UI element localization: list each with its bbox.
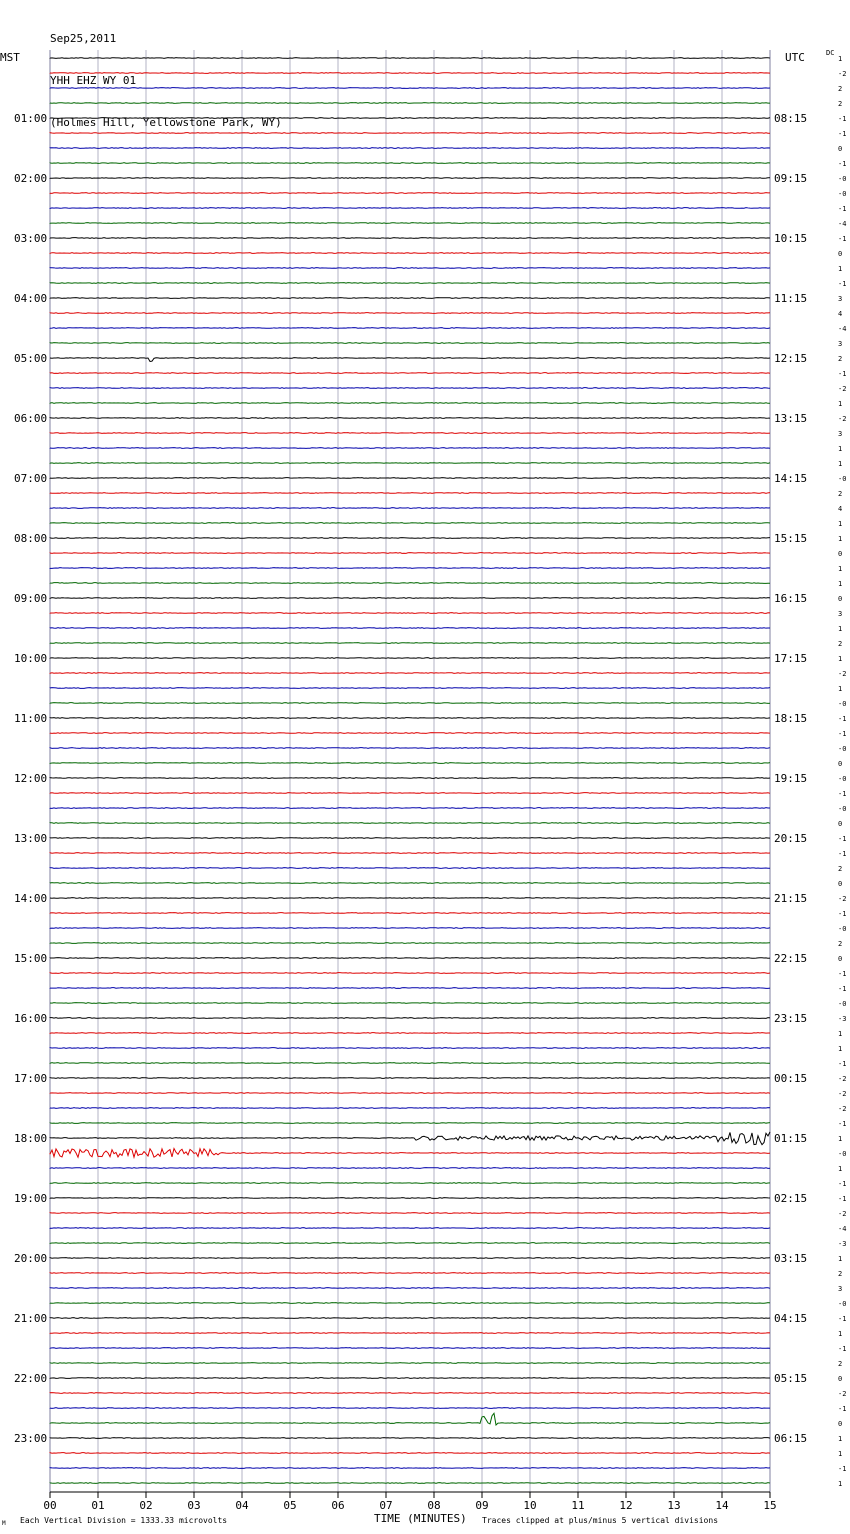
dc-offset-76: -1 (838, 1195, 847, 1203)
trace-row-47 (50, 763, 770, 764)
trace-row-57 (50, 913, 770, 914)
x-tick-label-3: 03 (187, 1499, 201, 1512)
trace-row-70 (50, 1108, 770, 1109)
dc-offset-71: -1 (838, 1120, 847, 1128)
utc-label-2: 09:15 (774, 172, 808, 185)
dc-offset-58: -0 (838, 925, 847, 933)
dc-offset-0: 1 (838, 55, 843, 63)
dc-offset-24: -2 (838, 415, 847, 423)
dc-offset-26: 1 (838, 445, 843, 453)
trace-row-34 (50, 568, 770, 569)
trace-row-18 (50, 328, 770, 329)
mst-label-6: 06:00 (14, 412, 48, 425)
trace-row-46 (50, 748, 770, 749)
utc-label-12: 19:15 (774, 772, 808, 785)
mst-label-1: 01:00 (14, 112, 48, 125)
dc-offset-labels (838, 55, 846, 1488)
trace-row-77 (50, 1213, 770, 1214)
trace-row-50 (50, 808, 770, 809)
dc-offset-30: 4 (838, 505, 843, 513)
trace-row-28 (50, 478, 770, 479)
dc-offset-45: -1 (838, 730, 847, 738)
mst-label-21: 21:00 (14, 1312, 48, 1325)
mst-label-18: 18:00 (14, 1132, 48, 1145)
utc-label-15: 22:15 (774, 952, 808, 965)
dc-offset-89: -2 (838, 1390, 847, 1398)
dc-offset-44: -1 (838, 715, 847, 723)
dc-offset-23: 1 (838, 400, 843, 408)
dc-offset-55: 0 (838, 880, 843, 888)
date-label: Sep25,2011 (50, 32, 117, 45)
dc-offset-4: -1 (838, 115, 847, 123)
trace-row-93 (50, 1453, 770, 1454)
trace-row-15 (50, 283, 770, 284)
dc-offset-70: -2 (838, 1105, 847, 1113)
trace-row-6 (50, 148, 770, 149)
dc-offset-95: 1 (838, 1480, 843, 1488)
trace-row-10 (50, 208, 770, 209)
trace-rows (50, 58, 770, 1484)
dc-offset-48: -0 (838, 775, 847, 783)
dc-offset-88: 0 (838, 1375, 843, 1383)
trace-row-37 (50, 613, 770, 614)
trace-row-29 (50, 493, 770, 494)
dc-offset-22: -2 (838, 385, 847, 393)
trace-row-64 (50, 1018, 770, 1019)
mst-label-11: 11:00 (14, 712, 48, 725)
trace-row-85 (50, 1333, 770, 1334)
trace-row-39 (50, 643, 770, 644)
trace-row-90 (50, 1408, 770, 1409)
mst-hour-labels (14, 112, 47, 1445)
trace-row-60 (50, 958, 770, 959)
trace-row-87 (50, 1363, 770, 1364)
x-tick-label-8: 08 (427, 1499, 441, 1512)
trace-row-63 (50, 1003, 770, 1004)
x-tick-label-1: 01 (91, 1499, 105, 1512)
x-tick-label-10: 10 (523, 1499, 537, 1512)
dc-offset-53: -1 (838, 850, 847, 858)
dc-offset-69: -2 (838, 1090, 847, 1098)
mst-label-10: 10:00 (14, 652, 48, 665)
dc-offset-36: 0 (838, 595, 843, 603)
trace-row-68 (50, 1078, 770, 1079)
mst-label-4: 04:00 (14, 292, 48, 305)
trace-row-16 (50, 298, 770, 299)
trace-row-40 (50, 658, 770, 659)
dc-offset-80: 1 (838, 1255, 843, 1263)
trace-row-94 (50, 1468, 770, 1469)
dc-offset-51: 0 (838, 820, 843, 828)
trace-row-89 (50, 1393, 770, 1394)
dc-offset-73: -0 (838, 1150, 847, 1158)
utc-label-11: 18:15 (774, 712, 808, 725)
utc-label-23: 06:15 (774, 1432, 808, 1445)
trace-row-56 (50, 898, 770, 899)
trace-row-30 (50, 508, 770, 509)
dc-offset-8: -0 (838, 175, 847, 183)
dc-offset-11: -4 (838, 220, 847, 228)
dc-offset-47: 0 (838, 760, 843, 768)
dc-offset-40: 1 (838, 655, 843, 663)
trace-row-72 (50, 1132, 770, 1145)
dc-offset-33: 0 (838, 550, 843, 558)
trace-row-69 (50, 1093, 770, 1094)
trace-row-84 (50, 1318, 770, 1319)
trace-row-51 (50, 823, 770, 824)
trace-row-74 (50, 1168, 770, 1169)
dc-offset-72: 1 (838, 1135, 843, 1143)
utc-label-20: 03:15 (774, 1252, 808, 1265)
utc-label-22: 05:15 (774, 1372, 808, 1385)
trace-row-82 (50, 1288, 770, 1289)
trace-row-73 (50, 1149, 770, 1158)
utc-label-9: 16:15 (774, 592, 808, 605)
trace-row-45 (50, 733, 770, 734)
x-tick-label-4: 04 (235, 1499, 249, 1512)
dc-offset-81: 2 (838, 1270, 843, 1278)
x-tick-label-6: 06 (331, 1499, 345, 1512)
utc-label-4: 11:15 (774, 292, 808, 305)
dc-offset-61: -1 (838, 970, 847, 978)
dc-offset-66: 1 (838, 1045, 843, 1053)
trace-row-7 (50, 163, 770, 164)
location-label: (Holmes Hill, Yellowstone Park, WY) (50, 116, 282, 129)
trace-row-38 (50, 628, 770, 629)
trace-row-41 (50, 673, 770, 674)
dc-offset-87: 2 (838, 1360, 843, 1368)
dc-offset-82: 3 (838, 1285, 843, 1293)
utc-axis-title: UTC (785, 51, 805, 64)
trace-row-86 (50, 1348, 770, 1349)
mst-label-22: 22:00 (14, 1372, 48, 1385)
trace-row-95 (50, 1483, 770, 1484)
trace-row-52 (50, 838, 770, 839)
x-tick-label-12: 12 (619, 1499, 633, 1512)
dc-offset-92: 1 (838, 1435, 843, 1443)
trace-row-78 (50, 1228, 770, 1229)
dc-offset-28: -0 (838, 475, 847, 483)
utc-label-1: 08:15 (774, 112, 808, 125)
utc-label-14: 21:15 (774, 892, 808, 905)
dc-offset-90: -1 (838, 1405, 847, 1413)
x-axis-label: TIME (MINUTES) (374, 1512, 467, 1525)
trace-row-66 (50, 1048, 770, 1049)
trace-row-4 (50, 118, 770, 119)
x-tick-label-9: 09 (475, 1499, 489, 1512)
dc-offset-12: -1 (838, 235, 847, 243)
dc-offset-38: 1 (838, 625, 843, 633)
dc-offset-75: -1 (838, 1180, 847, 1188)
mst-label-3: 03:00 (14, 232, 48, 245)
dc-offset-46: -0 (838, 745, 847, 753)
mst-label-8: 08:00 (14, 532, 48, 545)
mst-label-13: 13:00 (14, 832, 48, 845)
dc-offset-94: -1 (838, 1465, 847, 1473)
utc-label-13: 20:15 (774, 832, 808, 845)
dc-offset-64: -3 (838, 1015, 847, 1023)
dc-offset-74: 1 (838, 1165, 843, 1173)
trace-row-71 (50, 1123, 770, 1124)
utc-label-8: 15:15 (774, 532, 808, 545)
dc-offset-7: -1 (838, 160, 847, 168)
dc-offset-50: -0 (838, 805, 847, 813)
dc-offset-20: 2 (838, 355, 843, 363)
mst-label-5: 05:00 (14, 352, 48, 365)
utc-label-19: 02:15 (774, 1192, 808, 1205)
trace-row-5 (50, 133, 770, 134)
dc-offset-17: 4 (838, 310, 843, 318)
trace-row-13 (50, 253, 770, 254)
dc-offset-21: -1 (838, 370, 847, 378)
dc-offset-68: -2 (838, 1075, 847, 1083)
trace-row-76 (50, 1198, 770, 1199)
dc-offset-18: -4 (838, 325, 847, 333)
minute-grid (50, 50, 770, 1492)
trace-row-91 (50, 1413, 770, 1425)
mst-label-14: 14:00 (14, 892, 48, 905)
utc-label-21: 04:15 (774, 1312, 808, 1325)
dc-offset-85: 1 (838, 1330, 843, 1338)
dc-offset-84: -1 (838, 1315, 847, 1323)
trace-row-0 (50, 58, 770, 59)
dc-offset-2: 2 (838, 85, 843, 93)
trace-row-9 (50, 193, 770, 194)
dc-offset-49: -1 (838, 790, 847, 798)
utc-hour-labels (774, 112, 807, 1445)
dc-offset-34: 1 (838, 565, 843, 573)
dc-offset-13: 0 (838, 250, 843, 258)
trace-row-65 (50, 1033, 770, 1034)
trace-row-61 (50, 973, 770, 974)
trace-row-11 (50, 223, 770, 224)
mst-axis-title: MST (0, 51, 20, 64)
mst-label-15: 15:00 (14, 952, 48, 965)
trace-row-33 (50, 553, 770, 554)
clip-note: Traces clipped at plus/minus 5 vertical divisions (482, 1516, 719, 1525)
trace-row-55 (50, 883, 770, 884)
trace-row-92 (50, 1438, 770, 1439)
trace-row-62 (50, 988, 770, 989)
mst-label-19: 19:00 (14, 1192, 48, 1205)
dc-offset-37: 3 (838, 610, 843, 618)
trace-row-35 (50, 583, 770, 584)
utc-label-10: 17:15 (774, 652, 808, 665)
dc-offset-31: 1 (838, 520, 843, 528)
dc-offset-35: 1 (838, 580, 843, 588)
utc-label-7: 14:15 (774, 472, 808, 485)
trace-row-26 (50, 448, 770, 449)
trace-row-58 (50, 928, 770, 929)
mst-label-23: 23:00 (14, 1432, 48, 1445)
trace-row-8 (50, 178, 770, 179)
utc-label-18: 01:15 (774, 1132, 808, 1145)
mst-label-12: 12:00 (14, 772, 48, 785)
dc-offset-77: -2 (838, 1210, 847, 1218)
dc-offset-14: 1 (838, 265, 843, 273)
dc-offset-52: -1 (838, 835, 847, 843)
trace-row-2 (50, 88, 770, 89)
trace-row-88 (50, 1378, 770, 1379)
mst-label-2: 02:00 (14, 172, 48, 185)
dc-offset-27: 1 (838, 460, 843, 468)
dc-offset-59: 2 (838, 940, 843, 948)
utc-label-3: 10:15 (774, 232, 808, 245)
dc-offset-54: 2 (838, 865, 843, 873)
mst-label-16: 16:00 (14, 1012, 48, 1025)
trace-row-54 (50, 868, 770, 869)
trace-row-25 (50, 433, 770, 434)
dc-offset-39: 2 (838, 640, 843, 648)
dc-offset-57: -1 (838, 910, 847, 918)
station-label: YHH EHZ WY 01 (50, 74, 137, 87)
utc-label-6: 13:15 (774, 412, 808, 425)
trace-row-36 (50, 598, 770, 599)
trace-row-1 (50, 73, 770, 74)
trace-row-24 (50, 418, 770, 419)
dc-offset-15: -1 (838, 280, 847, 288)
dc-offset-5: -1 (838, 130, 847, 138)
dc-offset-1: -2 (838, 70, 847, 78)
x-tick-label-14: 14 (715, 1499, 729, 1512)
corner-mark: M (2, 1520, 6, 1527)
trace-row-20 (50, 358, 770, 362)
dc-offset-6: 0 (838, 145, 843, 153)
dc-offset-10: -1 (838, 205, 847, 213)
trace-row-83 (50, 1303, 770, 1304)
trace-row-59 (50, 943, 770, 944)
trace-row-22 (50, 388, 770, 389)
trace-row-75 (50, 1183, 770, 1184)
dc-offset-67: -1 (838, 1060, 847, 1068)
dc-offset-25: 3 (838, 430, 843, 438)
dc-offset-56: -2 (838, 895, 847, 903)
dc-offset-29: 2 (838, 490, 843, 498)
mst-label-9: 09:00 (14, 592, 48, 605)
dc-offset-43: -0 (838, 700, 847, 708)
x-tick-label-7: 07 (379, 1499, 393, 1512)
trace-row-23 (50, 403, 770, 404)
mst-label-17: 17:00 (14, 1072, 48, 1085)
dc-offset-62: -1 (838, 985, 847, 993)
dc-offset-63: -0 (838, 1000, 847, 1008)
mst-label-20: 20:00 (14, 1252, 48, 1265)
dc-offset-41: -2 (838, 670, 847, 678)
utc-label-5: 12:15 (774, 352, 808, 365)
trace-row-80 (50, 1258, 770, 1259)
x-tick-label-2: 02 (139, 1499, 153, 1512)
dc-offset-79: -3 (838, 1240, 847, 1248)
trace-row-81 (50, 1273, 770, 1274)
trace-row-79 (50, 1243, 770, 1244)
trace-row-17 (50, 313, 770, 314)
trace-row-27 (50, 463, 770, 464)
dc-offset-86: -1 (838, 1345, 847, 1353)
x-tick-label-11: 11 (571, 1499, 585, 1512)
trace-row-32 (50, 538, 770, 539)
x-tick-label-5: 05 (283, 1499, 297, 1512)
dc-offset-83: -0 (838, 1300, 847, 1308)
dc-offset-3: 2 (838, 100, 843, 108)
dc-offset-9: -0 (838, 190, 847, 198)
dc-offset-19: 3 (838, 340, 843, 348)
trace-row-14 (50, 268, 770, 269)
dc-offset-42: 1 (838, 685, 843, 693)
trace-row-42 (50, 688, 770, 689)
trace-row-49 (50, 793, 770, 794)
trace-row-31 (50, 523, 770, 524)
dc-offset-93: 1 (838, 1450, 843, 1458)
trace-row-48 (50, 778, 770, 779)
trace-row-21 (50, 373, 770, 374)
x-tick-label-13: 13 (667, 1499, 681, 1512)
x-tick-label-0: 00 (43, 1499, 57, 1512)
trace-row-3 (50, 103, 770, 104)
trace-row-43 (50, 703, 770, 704)
trace-row-44 (50, 718, 770, 719)
dc-offset-65: 1 (838, 1030, 843, 1038)
scale-note: Each Vertical Division = 1333.33 microvolts (20, 1516, 228, 1525)
dc-axis-title: DC (826, 49, 835, 57)
dc-offset-91: 0 (838, 1420, 843, 1428)
dc-offset-32: 1 (838, 535, 843, 543)
trace-row-67 (50, 1063, 770, 1064)
utc-label-16: 23:15 (774, 1012, 808, 1025)
x-tick-label-15: 15 (763, 1499, 777, 1512)
mst-label-7: 07:00 (14, 472, 48, 485)
dc-offset-78: -4 (838, 1225, 847, 1233)
dc-offset-60: 0 (838, 955, 843, 963)
trace-row-19 (50, 343, 770, 344)
trace-row-12 (50, 238, 770, 239)
trace-row-53 (50, 853, 770, 854)
utc-label-17: 00:15 (774, 1072, 808, 1085)
x-axis-ticks (43, 1492, 776, 1512)
dc-offset-16: 3 (838, 295, 843, 303)
